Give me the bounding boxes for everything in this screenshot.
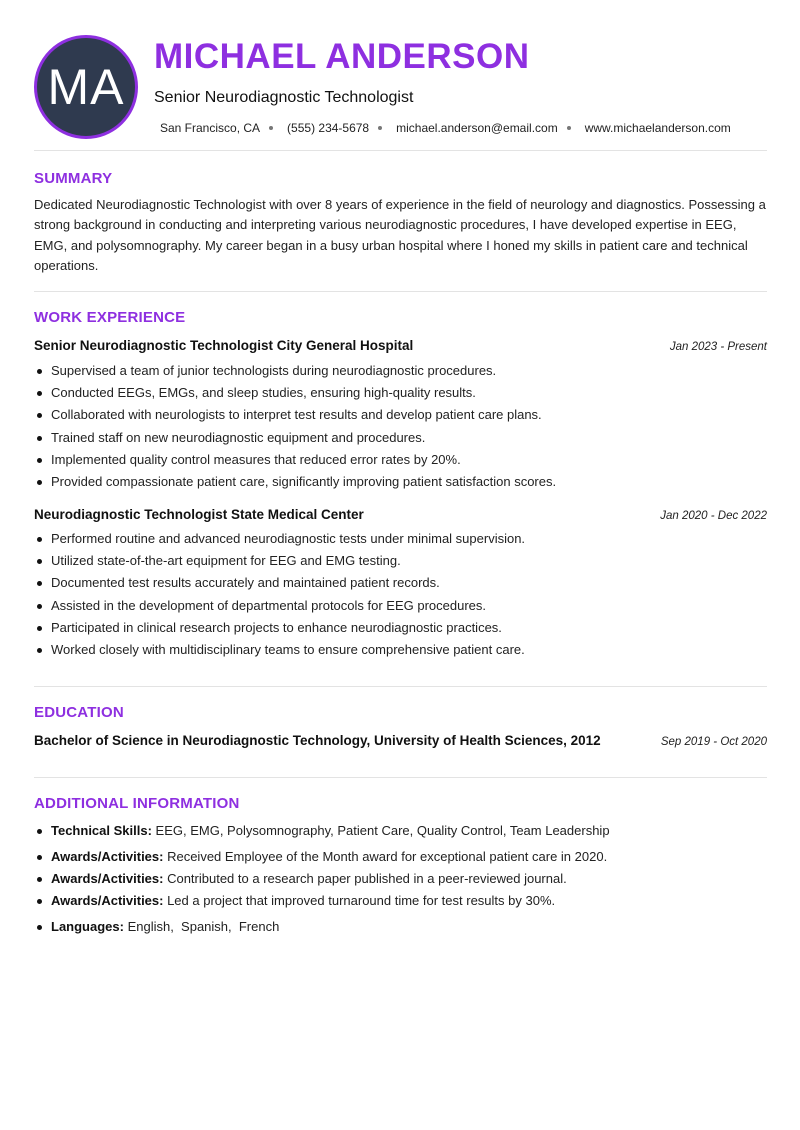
- separator-dot-icon: [567, 126, 571, 130]
- divider: [34, 291, 767, 292]
- divider: [34, 150, 767, 151]
- work-experience-heading: WORK EXPERIENCE: [34, 309, 186, 326]
- summary-text: Dedicated Neurodiagnostic Technologist with over 8 years of experience in the field of neurology and diagnostics. Possessing a strong background in conducting and interpreting various neurodiagnostic procedures, I have developed expertise in EEG, EMG, and polysomnography. My career began in a busy urban hospital where I honed my skills in patient care and technical operations.: [34, 197, 766, 274]
- job-bullets: [34, 360, 767, 493]
- list-item: [34, 822, 767, 840]
- info-label: Awards/Activities:: [51, 871, 164, 886]
- list-item: Provided compassionate patient care, significantly improving patient satisfaction scores.: [34, 471, 767, 493]
- summary-heading: SUMMARY: [34, 170, 113, 187]
- contact-website: www.michaelanderson.com: [584, 121, 731, 135]
- job-header: [34, 507, 767, 522]
- info-text: Contributed to a research paper published in a peer-reviewed journal.: [163, 871, 567, 886]
- list-item: [34, 918, 767, 936]
- contact-email: michael.anderson@email.com: [396, 121, 558, 135]
- info-label: Awards/Activities:: [51, 893, 164, 908]
- contact-phone: (555) 234-5678: [287, 121, 370, 135]
- additional-info-heading: ADDITIONAL INFORMATION: [34, 795, 240, 812]
- separator-dot-icon: [269, 126, 273, 130]
- list-item: Worked closely with multidisciplinary teams to ensure comprehensive patient care.: [34, 639, 767, 661]
- divider: [34, 686, 767, 687]
- job-date: Jan 2023 - Present: [669, 341, 767, 353]
- job-title: Senior Neurodiagnostic Technologist City General Hospital: [34, 338, 414, 353]
- list-item: [34, 870, 767, 888]
- list-item: Implemented quality control measures that reduced error rates by 20%.: [34, 449, 767, 471]
- education-degree: Bachelor of Science in Neurodiagnostic Technology, University of Health Sciences, 2012: [34, 733, 601, 748]
- info-label: Technical Skills:: [51, 823, 152, 838]
- list-item: Documented test results accurately and maintained patient records.: [34, 572, 767, 594]
- info-text: Led a project that improved turnaround time for test results by 30%.: [163, 893, 556, 908]
- avatar: [34, 35, 138, 139]
- candidate-role: Senior Neurodiagnostic Technologist: [154, 89, 414, 106]
- info-text: Received Employee of the Month award for exceptional patient care in 2020.: [163, 849, 608, 864]
- list-item: Participated in clinical research projects to enhance neurodiagnostic practices.: [34, 617, 767, 639]
- education-entry: [34, 733, 767, 748]
- info-label: Languages:: [51, 919, 124, 934]
- education-heading: EDUCATION: [34, 704, 124, 721]
- list-item: Collaborated with neurologists to interpret test results and develop patient care plans.: [34, 404, 767, 426]
- list-item: Conducted EEGs, EMGs, and sleep studies, ensuring high-quality results.: [34, 382, 767, 404]
- job-date: Jan 2020 - Dec 2022: [660, 510, 767, 522]
- list-item: Assisted in the development of departmental protocols for EEG procedures.: [34, 595, 767, 617]
- list-item: Performed routine and advanced neurodiagnostic tests under minimal supervision.: [34, 528, 767, 550]
- info-text: English, Spanish, French: [123, 919, 280, 934]
- contact-bar: [160, 120, 731, 136]
- contact-location: San Francisco, CA: [160, 121, 261, 135]
- list-item: [34, 892, 767, 910]
- list-item: Supervised a team of junior technologists during neurodiagnostic procedures.: [34, 360, 767, 382]
- job-header: [34, 338, 767, 353]
- avatar-initials: MA: [47, 59, 125, 115]
- list-item: Utilized state-of-the-art equipment for EEG and EMG testing.: [34, 550, 767, 572]
- list-item: Trained staff on new neurodiagnostic equipment and procedures.: [34, 427, 767, 449]
- info-text: EEG, EMG, Polysomnography, Patient Care, Quality Control, Team Leadership: [151, 823, 610, 838]
- job-title: Neurodiagnostic Technologist State Medical Center: [34, 507, 364, 522]
- candidate-name: MICHAEL ANDERSON: [154, 37, 530, 76]
- additional-info-list: [34, 822, 767, 936]
- divider: [34, 777, 767, 778]
- info-label: Awards/Activities:: [51, 849, 164, 864]
- list-item: [34, 848, 767, 866]
- education-date: Sep 2019 - Oct 2020: [660, 736, 767, 748]
- job-bullets: [34, 528, 767, 661]
- separator-dot-icon: [378, 126, 382, 130]
